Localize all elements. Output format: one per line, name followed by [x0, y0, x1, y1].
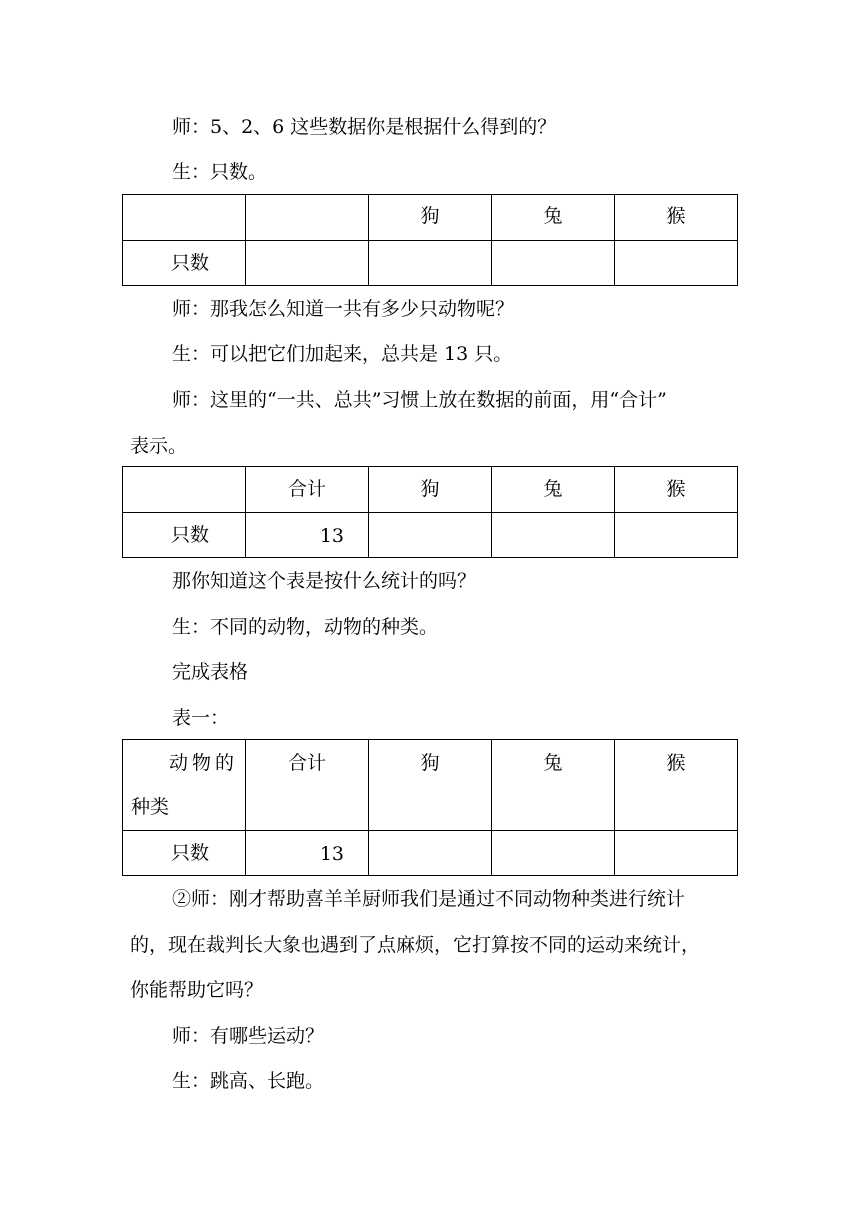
- paragraph-student-animal-types: 生：不同的动物，动物的种类。: [172, 616, 439, 638]
- table-cell: [615, 831, 738, 876]
- table-cell-monkey: 猴: [615, 195, 738, 241]
- paragraph-teacher-sports-intro: ②师：刚才帮助喜羊羊厨师我们是通过不同动物种类进行统计: [172, 888, 686, 910]
- table-row: [123, 241, 738, 286]
- table-header-row: [123, 195, 738, 241]
- table-cell: [123, 195, 246, 241]
- table-cell-animal-type: [123, 740, 246, 831]
- paragraph-teacher-question-data: 师：5、2、6 这些数据你是根据什么得到的？: [172, 116, 557, 138]
- table-animals-2: [122, 466, 738, 558]
- paragraph-teacher-sports-intro-cont: 的，现在裁判长大象也遇到了点麻烦，它打算按不同的运动来统计，: [130, 934, 701, 956]
- table-cell-total-value: 13: [246, 831, 369, 876]
- table-row: [123, 831, 738, 876]
- table-cell: [492, 513, 615, 558]
- table-cell-dog: 狗: [369, 740, 492, 831]
- paragraph-teacher-sports-question: 师：有哪些运动？: [172, 1025, 325, 1047]
- paragraph-complete-table: 完成表格: [172, 661, 249, 683]
- table-cell: [492, 831, 615, 876]
- table-cell-rabbit: 兔: [492, 740, 615, 831]
- table-row: [123, 513, 738, 558]
- paragraph-student-answer-count: 生：只数。: [172, 161, 268, 183]
- table-caption: 表一：: [172, 707, 230, 729]
- table-animals-1: [122, 194, 738, 286]
- table-cell-monkey: 猴: [615, 740, 738, 831]
- paragraph-question-table-basis: 那你知道这个表是按什么统计的吗？: [172, 570, 477, 592]
- table-cell-animal-type-line1: 动物的: [169, 752, 239, 774]
- table-cell: [615, 513, 738, 558]
- table-animals-3: [122, 739, 738, 876]
- table-cell-total: 合计: [246, 740, 369, 831]
- table-cell: [246, 241, 369, 286]
- table-cell-monkey: 猴: [615, 467, 738, 513]
- table-cell-rabbit: 兔: [492, 467, 615, 513]
- paragraph-student-total-answer: 生：可以把它们加起来，总共是 13 只。: [172, 343, 513, 365]
- table-cell: [492, 241, 615, 286]
- table-cell: [369, 831, 492, 876]
- paragraph-student-sports-answer: 生：跳高、长跑。: [172, 1070, 325, 1092]
- table-cell-rabbit: 兔: [492, 195, 615, 241]
- table-cell: [369, 513, 492, 558]
- table-cell-row-label: 只数: [123, 513, 246, 558]
- table-cell: [369, 241, 492, 286]
- table-cell-row-label: 只数: [123, 831, 246, 876]
- table-cell-row-label: 只数: [123, 241, 246, 286]
- table-cell-total-value: 13: [246, 513, 369, 558]
- table-cell-total: 合计: [246, 467, 369, 513]
- table-cell-animal-type-line2: 种类: [131, 796, 170, 818]
- paragraph-teacher-explanation-cont: 表示。: [130, 435, 188, 457]
- table-cell: [246, 195, 369, 241]
- table-cell-dog: 狗: [369, 195, 492, 241]
- table-header-row: [123, 740, 738, 831]
- paragraph-teacher-sports-intro-end: 你能帮助它吗？: [130, 979, 264, 1001]
- table-cell: [615, 241, 738, 286]
- table-cell: [123, 467, 246, 513]
- table-header-row: [123, 467, 738, 513]
- paragraph-teacher-explanation: 师：这里的“一共、总共”习惯上放在数据的前面，用“合计”: [172, 389, 667, 411]
- paragraph-teacher-total-question: 师：那我怎么知道一共有多少只动物呢？: [172, 298, 515, 320]
- table-cell-dog: 狗: [369, 467, 492, 513]
